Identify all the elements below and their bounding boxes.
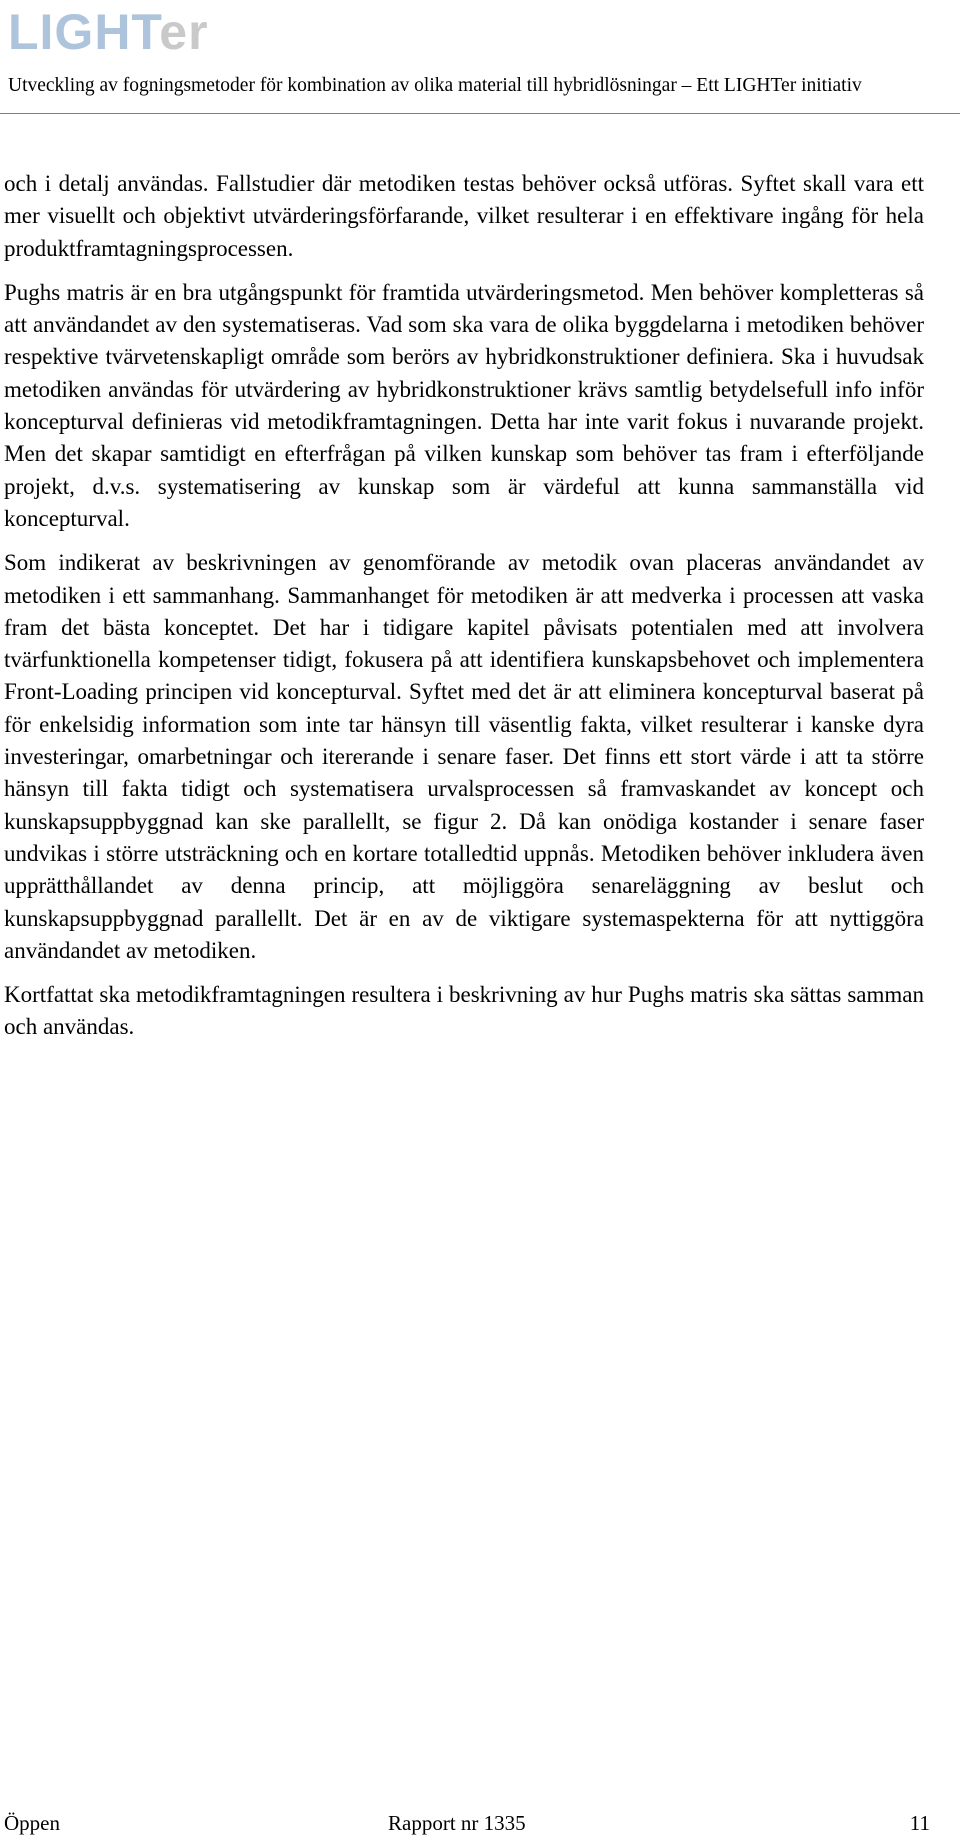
footer-report-number: Rapport nr 1335 (388, 1811, 526, 1835)
body-text (4, 168, 924, 1056)
footer-page-number: 11 (909, 1811, 930, 1835)
paragraph-3: Som indikerat av beskrivningen av genomförande av metodik ovan placeras användandet av metodiken i ett sammanhang. Sammanhanget för metodiken är att medverka i processen att vaska fram det bästa konceptet. Det har i tidigare kapitel påvisats potentialen med att involvera tvärfunktionella kompetenser tidigt, fokusera på att identifiera kunskapsbehovet och implementera Front-Loading principen vid koncepturval. Syftet med det är att eliminera koncepturval baserat på för enkelsidig information som inte tar hänsyn till väsentlig fakta, vilket resulterar i kanske dyra investeringar, omarbetningar och itererande i senare faser. Det finns ett stort värde i att ta större hänsyn till fakta tidigt och systematisera urvalsprocessen så framvaskandet av koncept och kunskapsuppbyggnad kan ske parallellt, se figur 2. Då kan onödiga kostander i senare faser undvikas i större utsträckning och en kortare totalledtid uppnås. Metodiken behöver inkludera även upprätthållandet av denna princip, att möjliggöra senareläggning av beslut och kunskapsuppbyggnad parallellt. Det är en av de viktigare systemaspekterna för att nyttiggöra användandet av metodiken. (4, 550, 924, 963)
logo-text-suffix: er (159, 4, 209, 60)
document-subtitle: Utveckling av fogningsmetoder för kombination av olika material till hybridlösningar – Ett LIGHTer initiativ (8, 75, 862, 96)
header-divider (0, 113, 960, 114)
paragraph-2: Pughs matris är en bra utgångspunkt för framtida utvärderingsmetod. Men behöver kompletteras så att användandet av den systematiseras. Vad som ska vara de olika byggdelarna i metodiken behöver respektive tvärvetenskapligt område som berörs av hybridkonstruktioner definiera. Ska i huvudsak metodiken användas för utvärdering av hybridkonstruktioner krävs samtlig betydelsefull info inför koncepturval definieras vid metodikframtagningen. Detta har inte varit fokus i nuvarande projekt. Men det skapar samtidigt en efterfrågan på vilken kunskap som behöver tas fram i efterföljande projekt, d.v.s. systematisering av kunskap som är värdeful att kunna sammanställa vid koncepturval. (4, 279, 924, 531)
page-footer (4, 1810, 930, 1836)
lighter-logo (8, 4, 209, 60)
paragraph-1: och i detalj användas. Fallstudier där metodiken testas behöver också utföras. Syftet skall vara ett mer visuellt och objektivt utvärderingsförfarande, vilket resulterar i en effektivare ingång för hela produktframtagningsprocessen. (4, 171, 924, 261)
paragraph-4: Kortfattat ska metodikframtagningen resultera i beskrivning av hur Pughs matris ska sättas samman och användas. (4, 982, 924, 1040)
logo-text-main: LIGHT (8, 4, 160, 60)
footer-classification: Öppen (4, 1811, 60, 1835)
